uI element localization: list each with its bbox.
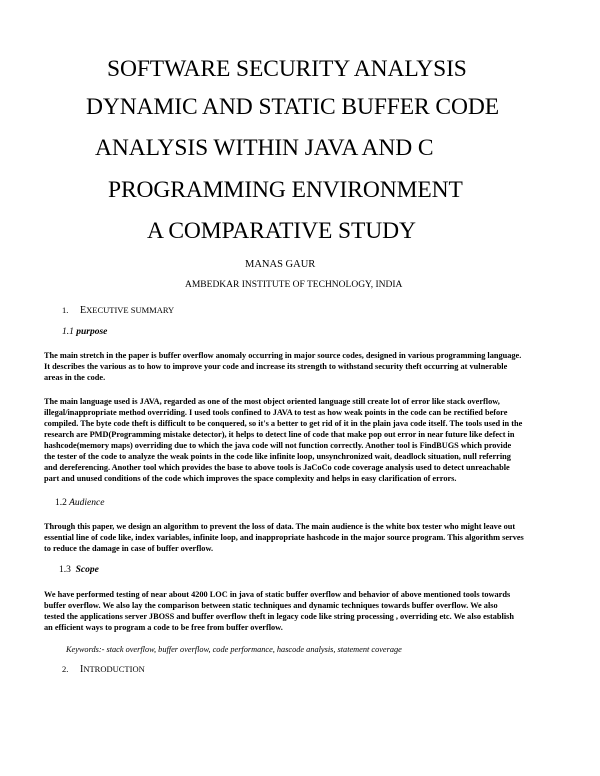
author-name: MANAS GAUR [245, 259, 316, 270]
subsection-heading-purpose [62, 327, 107, 337]
subsection-label: Audience [69, 498, 105, 508]
paragraph-line: research are PMD(Programming mistake detector), it helps to detect line of code that make pop out error in near future like defect in [44, 430, 515, 439]
paragraph-line: essential line of code like, index variables, infinite loop, and inappropriate hashcode in the major source program. This algorithm serves [44, 533, 524, 542]
paragraph-line: areas in the code. [44, 373, 106, 382]
paragraph-line: compiled. The byte code theft is difficult to be conquered, so it's a better to get rid of it in the plain java code itself. The tools used in the [44, 419, 523, 428]
subsection-label: Scope [75, 565, 99, 575]
author-affiliation: AMBEDKAR INSTITUTE OF TECHNOLOGY, INDIA [185, 280, 403, 290]
paragraph-line: illegal/inappropriate method overriding. I used tools confined to JAVA to test as how weak points in the code can be rectified before [44, 408, 508, 417]
section-title-rest: NTRODUCTION [83, 664, 145, 674]
keywords-line: Keywords:- stack overflow, buffer overflow, code performance, hascode analysis, statement coverage [66, 645, 402, 654]
title-line-3: ANALYSIS WITHIN JAVA AND C [95, 135, 434, 161]
section-heading-introduction [62, 664, 145, 675]
paragraph-line: The main stretch in the paper is buffer overflow anomaly occurring in major source codes, designed in various programming language. [44, 351, 522, 360]
paragraph-line: buffer overflow. We also lay the comparison between static techniques and dynamic techniques towards buffer overflow. We also [44, 601, 498, 610]
paragraph-line: to reduce the damage in case of buffer overflow. [44, 544, 214, 553]
paragraph-line: and dereferencing. Another tool which provides the base to above tools is JaCoCo code coverage analysis used to detect unreachable [44, 463, 510, 472]
subsection-heading-audience [55, 498, 104, 508]
paragraph-line: hashcode(memory maps) overriding due to which the java code will not function correctly. Another tool is FindBUGS which provide [44, 441, 512, 450]
paragraph-audience [44, 521, 562, 554]
title-line-4: PROGRAMMING ENVIRONMENT [108, 177, 463, 203]
section-number: 2. [62, 664, 69, 674]
paragraph-line: an efficient ways to program a code to be free from buffer overflow. [44, 623, 283, 632]
section-title-rest: XECUTIVE SUMMARY [86, 305, 175, 315]
paragraph-line: the tester of the code to analyze the weak points in the code like infinite loop, unsynchronized wait, deadlock situation, null referring [44, 452, 511, 461]
paragraph-line: Through this paper, we design an algorithm to prevent the loss of data. The main audience is the white box tester who might leave out [44, 522, 516, 531]
paragraph-language [44, 396, 562, 484]
title-line-2: DYNAMIC AND STATIC BUFFER CODE [86, 94, 499, 120]
title-line-1: SOFTWARE SECURITY ANALYSIS [107, 56, 467, 82]
paragraph-line: tested the applications server JBOSS and buffer overflow theft in legacy code like string processing , overriding etc. We also establish [44, 612, 514, 621]
paragraph-line: The main language used is JAVA, regarded as one of the most object oriented language still create lot of error like stack overflow, [44, 397, 500, 406]
subsection-label: purpose [76, 327, 108, 337]
section-heading-executive-summary [62, 305, 174, 316]
title-line-5: A COMPARATIVE STUDY [147, 218, 416, 244]
paragraph-purpose [44, 350, 562, 383]
section-first-letter: I [80, 664, 84, 675]
subsection-number: 1.1 [62, 327, 74, 337]
subsection-number: 1.3 [59, 565, 71, 575]
section-number: 1. [62, 305, 69, 315]
section-first-letter: E [80, 305, 87, 316]
paragraph-line: part and unused conditions of the code which improves the space complexity and helps in easy clarification of errors. [44, 474, 457, 483]
paragraph-scope [44, 589, 562, 633]
subsection-number: 1.2 [55, 498, 67, 508]
paragraph-line: It describes the various as to how to improve your code and increase its strength to withstand security theft occurring at vulnerable [44, 362, 508, 371]
paragraph-line: We have performed testing of near about 4200 LOC in java of static buffer overflow and behavior of above mentioned tools towards [44, 590, 511, 599]
subsection-heading-scope [59, 565, 99, 575]
